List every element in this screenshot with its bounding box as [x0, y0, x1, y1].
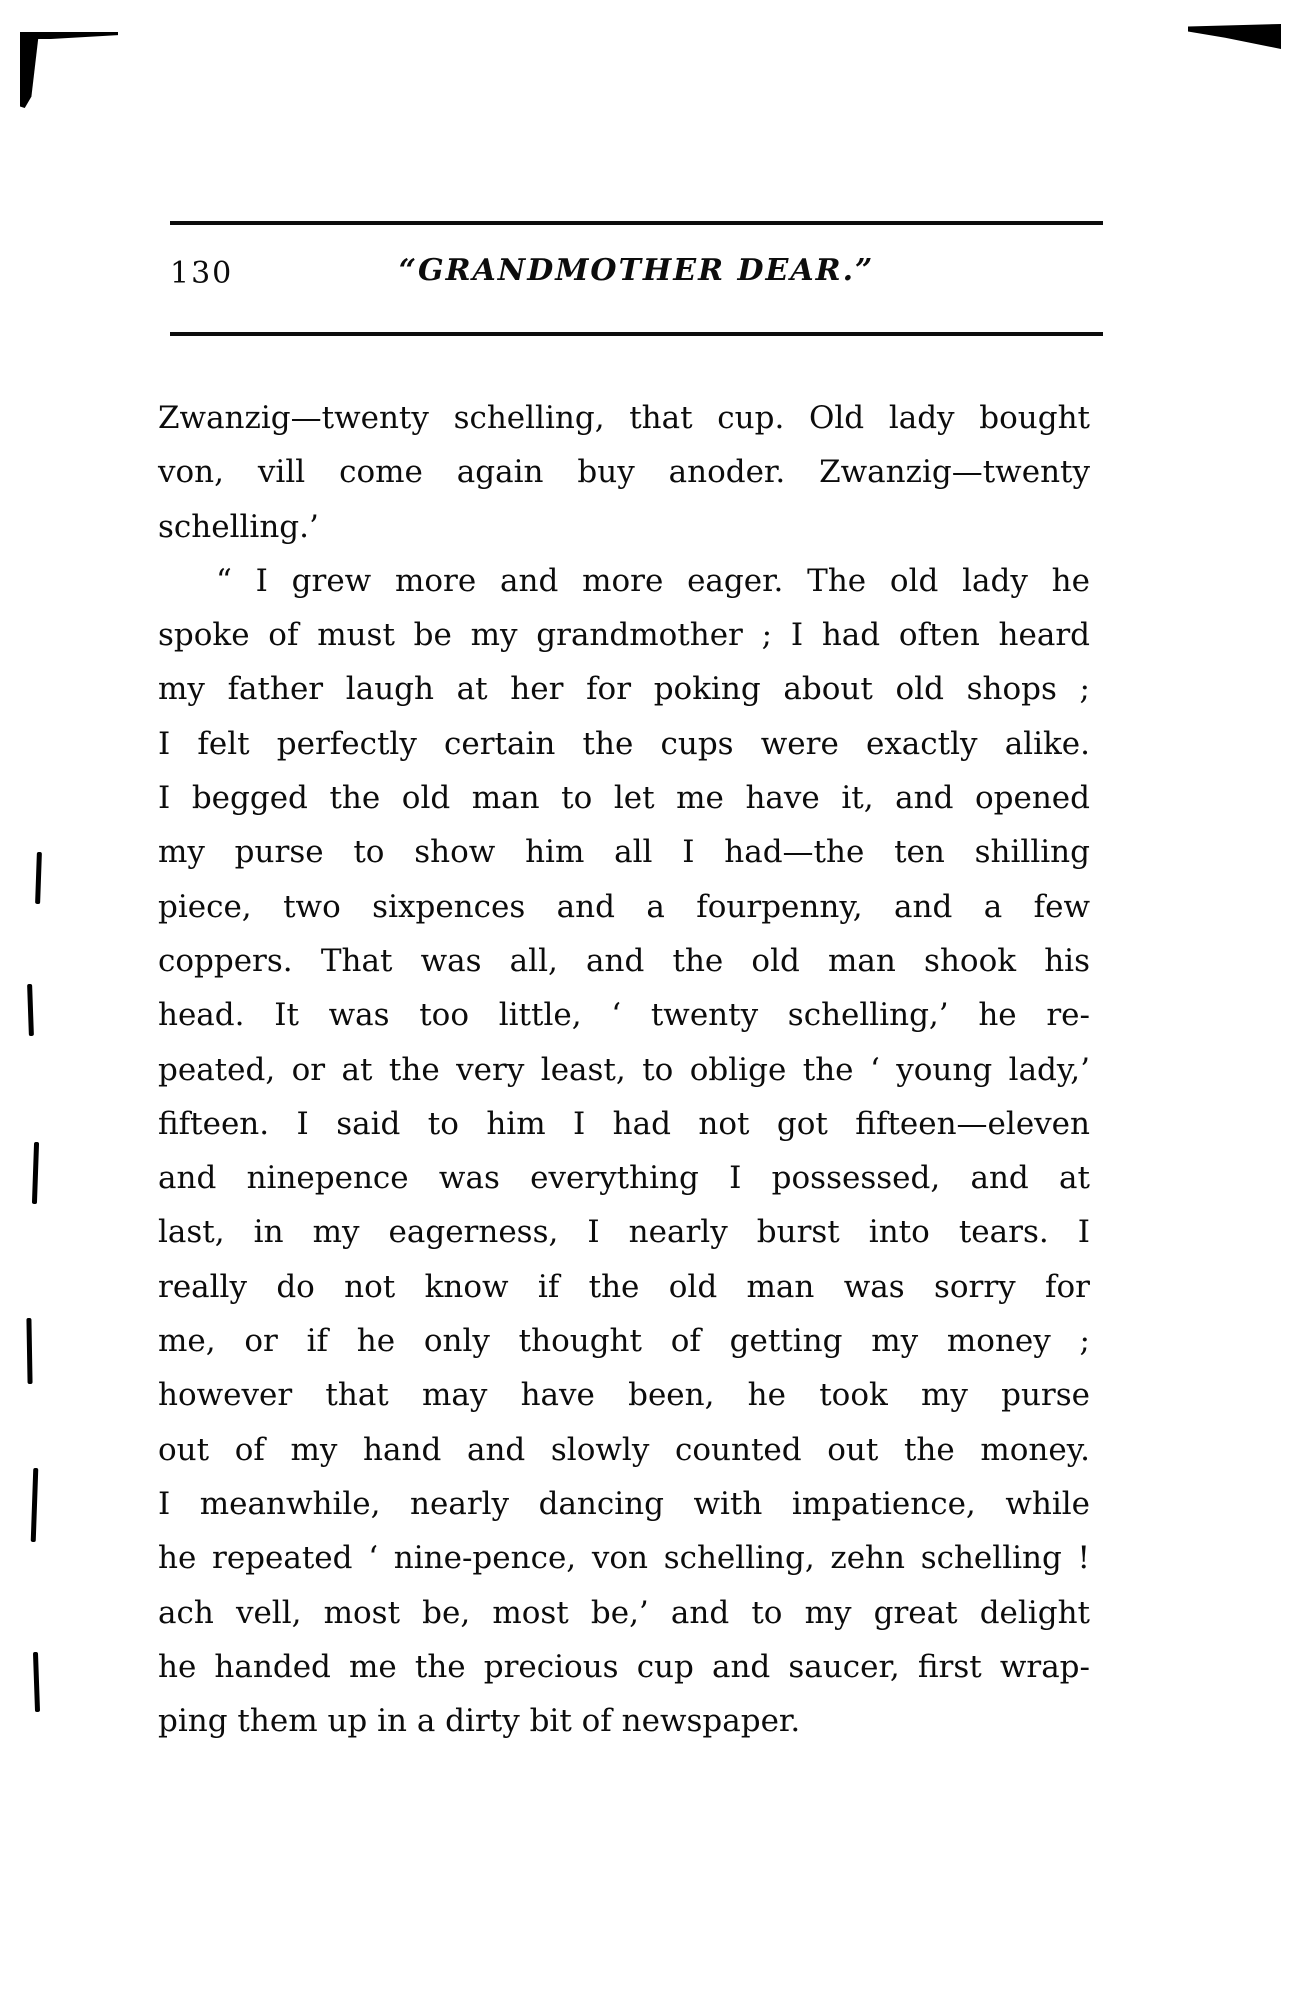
text-line: fifteen. I said to him I had not got fifteen—eleven — [158, 1105, 1090, 1142]
text-line: I meanwhile, nearly dancing with impatience, while — [158, 1485, 1090, 1522]
text-line: really do not know if the old man was sorry for — [158, 1268, 1090, 1305]
scan-artifact-margin-tick — [32, 1142, 39, 1204]
scan-artifact-margin-tick — [31, 1468, 39, 1542]
scan-artifact-top-right-wedge — [1188, 24, 1281, 49]
scan-artifact-margin-tick — [33, 1652, 40, 1712]
text-line: ach vell, most be, most be,’ and to my great delight — [158, 1594, 1090, 1631]
text-line: he repeated ‘ nine-pence, von schelling, zehn schelling ! — [158, 1540, 1090, 1577]
text-line: spoke of must be my grandmother ; I had often heard — [158, 617, 1090, 654]
scan-artifact-margin-tick — [27, 984, 34, 1036]
text-line: I felt perfectly certain the cups were exactly alike. — [158, 725, 1090, 762]
header-rule-bottom — [170, 332, 1103, 336]
text-line: however that may have been, he took my purse — [158, 1377, 1090, 1414]
text-line: me, or if he only thought of getting my money ; — [158, 1323, 1090, 1360]
scan-artifact-top-left-vertical — [20, 32, 39, 108]
text-line: peated, or at the very least, to oblige the ‘ young lady,’ — [158, 1051, 1090, 1088]
scan-artifact-margin-tick — [35, 852, 42, 904]
text-line: piece, two sixpences and a fourpenny, and a few — [158, 888, 1090, 925]
text-line: Zwanzig—twenty schelling, that cup. Old lady bought — [158, 400, 1090, 436]
text-line: schelling.’ — [158, 508, 319, 545]
text-line: von, vill come again buy anoder. Zwanzig—twenty — [158, 454, 1090, 491]
text-line: out of my hand and slowly counted out the money. — [158, 1431, 1090, 1468]
text-line: I begged the old man to let me have it, and opened — [158, 780, 1090, 817]
body-text — [158, 391, 1090, 1748]
header-rule-top — [170, 221, 1103, 225]
page-number: 130 — [170, 256, 234, 291]
text-line: last, in my eagerness, I nearly burst into tears. I — [158, 1214, 1090, 1251]
text-line: and ninepence was everything I possessed, and at — [158, 1160, 1090, 1197]
running-title: “GRANDMOTHER DEAR.” — [398, 253, 875, 288]
text-line: ping them up in a dirty bit of newspaper. — [158, 1703, 801, 1740]
text-line: coppers. That was all, and the old man shook his — [158, 942, 1090, 979]
text-line: “ I grew more and more eager. The old lady he — [216, 562, 1090, 599]
text-line: he handed me the precious cup and saucer, first wrap- — [158, 1648, 1090, 1685]
text-line: my father laugh at her for poking about old shops ; — [158, 671, 1090, 708]
text-line: my purse to show him all I had—the ten shilling — [158, 834, 1090, 871]
scan-artifact-margin-tick — [26, 1318, 32, 1384]
text-line: head. It was too little, ‘ twenty schelling,’ he re- — [158, 997, 1090, 1034]
